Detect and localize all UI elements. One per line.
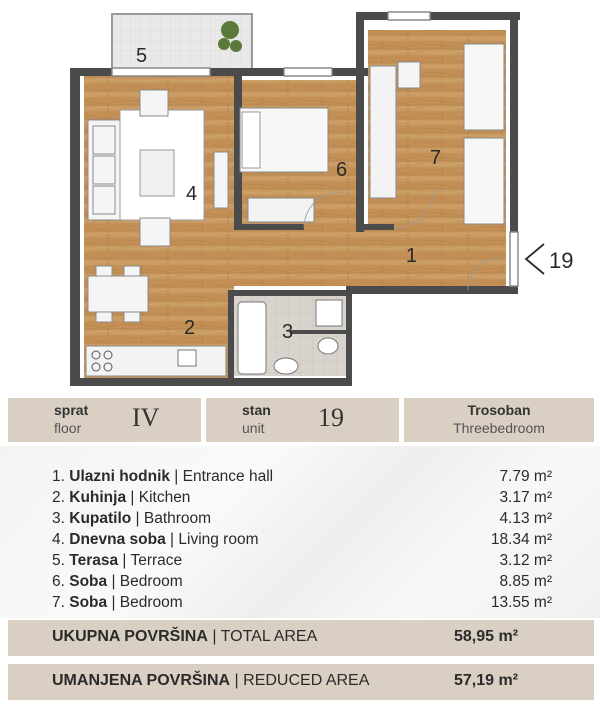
hall-floor: [234, 224, 506, 286]
room-area: 3.17 m²: [499, 489, 552, 506]
floor-value: IV: [132, 403, 160, 432]
chair-7: [398, 62, 420, 88]
dining-table: [88, 276, 148, 312]
coffee-table: [140, 150, 174, 196]
room-area: 7.79 m²: [499, 468, 552, 485]
sink: [178, 350, 196, 366]
floor-panel: [8, 398, 201, 442]
type-label-sr: Trosoban: [467, 402, 531, 418]
sofa: [88, 120, 120, 220]
room-list: [0, 446, 600, 618]
room-label-1: 1: [406, 245, 418, 267]
reduced-area-bar: [8, 664, 594, 700]
total-area-value: 58,95 m²: [454, 628, 519, 645]
room-label-4: 4: [186, 183, 198, 205]
list-item: 2. Kuhinja | Kitchen 3.17 m²: [52, 489, 552, 506]
reduced-area-value: 57,19 m²: [454, 672, 519, 689]
list-item: 3. Kupatilo | Bathroom 4.13 m²: [52, 510, 552, 527]
room-area: 8.85 m²: [499, 573, 552, 590]
room-label-5: 5: [136, 45, 148, 67]
room-area: 4.13 m²: [499, 510, 552, 527]
room-label-6: 6: [336, 159, 348, 181]
total-area-bar: [8, 620, 594, 656]
floor-label-sr: sprat: [54, 402, 89, 418]
type-panel: [404, 398, 594, 442]
list-item: 5. Terasa | Terrace 3.12 m²: [52, 552, 552, 569]
unit-label-en: unit: [242, 420, 265, 436]
floor-label-en: floor: [54, 420, 82, 436]
list-item: 7. Soba | Bedroom 13.55 m²: [52, 594, 552, 611]
room-label-3: 3: [282, 321, 294, 343]
armchair-bottom: [140, 218, 170, 246]
unit-panel: [206, 398, 399, 442]
toilet: [318, 338, 338, 354]
basin: [274, 358, 298, 374]
room-label-2: 2: [184, 317, 196, 339]
kitchen-counter: [86, 346, 226, 376]
unit-label-sr: stan: [242, 402, 271, 418]
shower-tray: [316, 300, 342, 326]
room-area: 3.12 m²: [499, 552, 552, 569]
wardrobe-6: [248, 198, 314, 222]
list-item: 6. Soba | Bedroom 8.85 m²: [52, 573, 552, 590]
list-item: 1. Ulazni hodnik | Entrance hall 7.79 m²: [52, 468, 552, 485]
bathtub: [238, 302, 266, 374]
armchair-top: [140, 90, 168, 116]
total-area-label: UKUPNA POVRŠINA | TOTAL AREA: [52, 628, 318, 645]
entrance-unit-number: 19: [549, 248, 574, 273]
tv-unit: [214, 152, 228, 208]
room-area: 18.34 m²: [490, 531, 552, 548]
pillow-6: [242, 112, 260, 168]
bed-7b: [464, 138, 504, 224]
reduced-area-label: UMANJENA POVRŠINA | REDUCED AREA: [52, 672, 370, 689]
list-item: 4. Dnevna soba | Living room 18.34 m²: [52, 531, 552, 548]
desk-7: [370, 66, 396, 198]
unit-value: 19: [318, 403, 344, 432]
room-label-7: 7: [430, 147, 442, 169]
entrance-arrow-icon: [526, 244, 544, 274]
bed-7a: [464, 44, 504, 130]
type-label-en: Threebedroom: [453, 420, 545, 436]
room-area: 13.55 m²: [490, 594, 552, 611]
